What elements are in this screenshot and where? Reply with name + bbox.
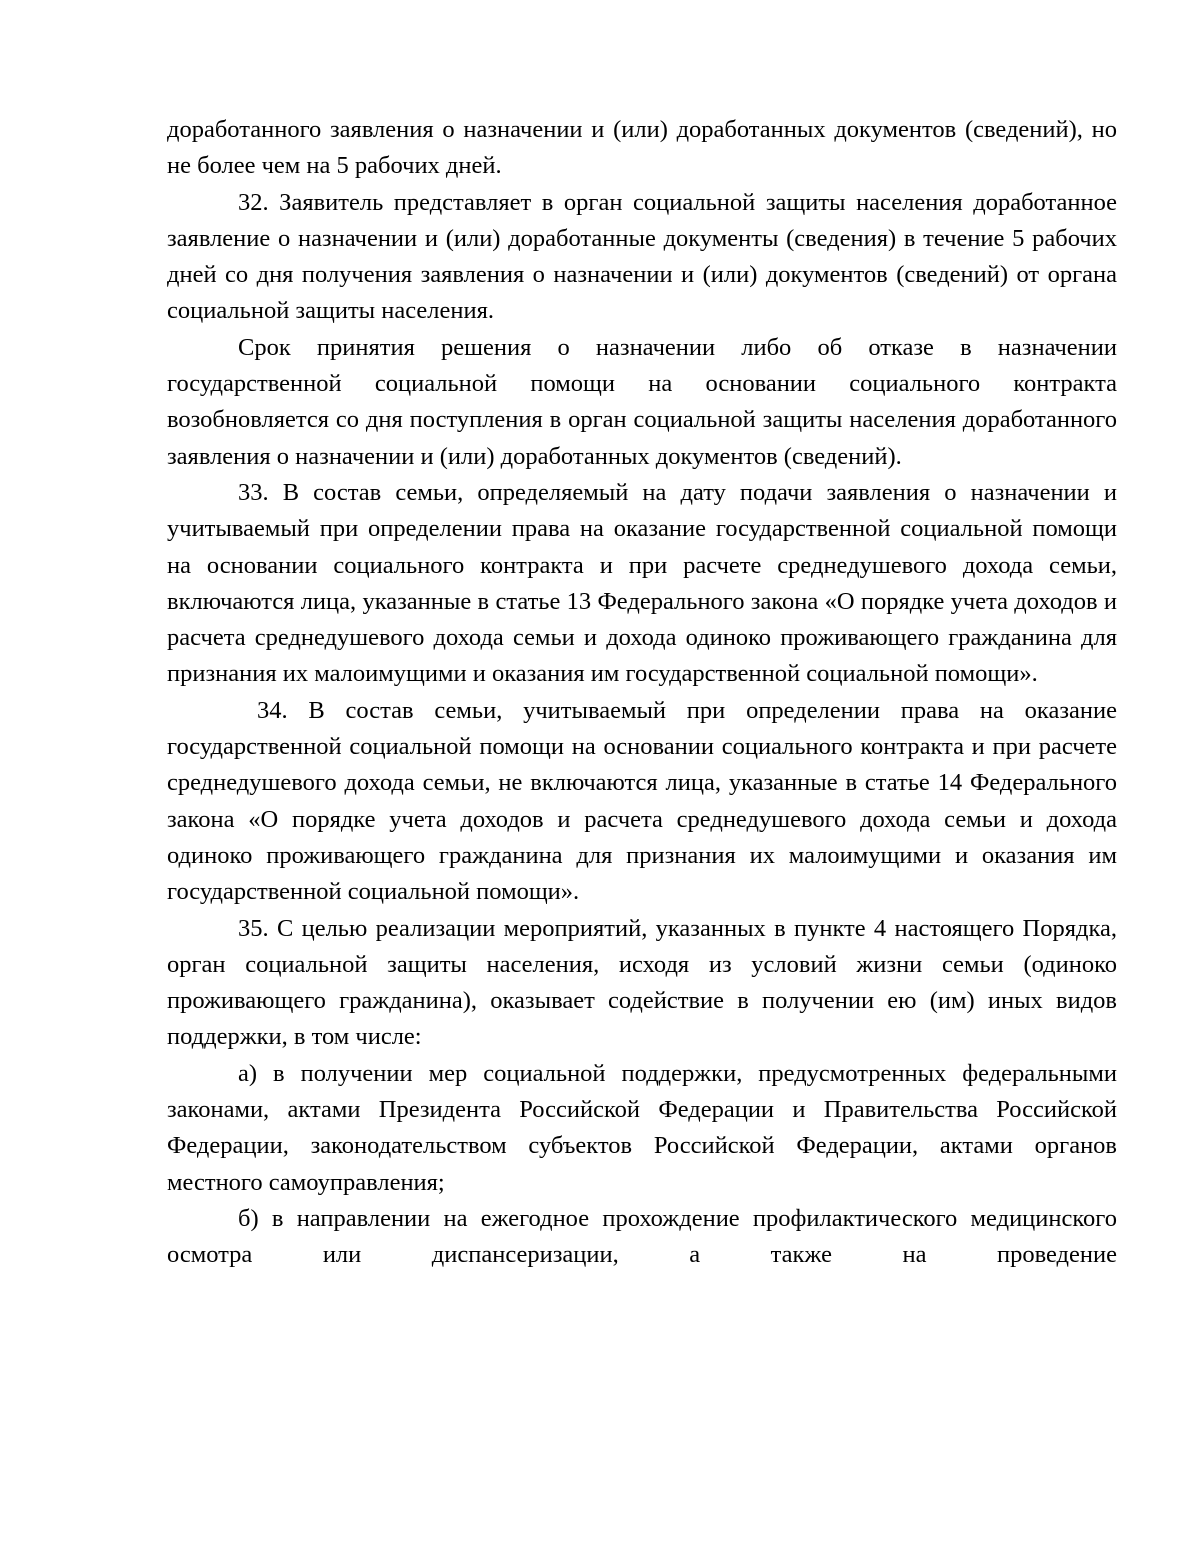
- paragraph-35-a: а) в получении мер социальной поддержки, предусмотренных федеральными законами, актами Президента Российской Федерации и Правительства Российской Федерации, законодательством субъектов Российской Федерации, актами органов местного самоуправления;: [167, 1059, 1117, 1196]
- document-page: [167, 112, 1117, 1274]
- paragraph-35-b: б) в направлении на ежегодное прохождение профилактического медицинского осмотра или диспансеризации, а также на проведение: [167, 1204, 1117, 1269]
- paragraph-34: 34. В состав семьи, учитываемый при определении права на оказание государственной социальной помощи на основании социального контракта и при расчете среднедушевого дохода семьи, не включаются лица, указанные в статье 14 Федерального закона «О порядке учета доходов и расчета среднедушевого дохода семьи и дохода одиноко проживающего гражданина для признания их малоимущими и оказания им государственной социальной помощи».: [167, 696, 1117, 906]
- paragraph-33: 33. В состав семьи, определяемый на дату подачи заявления о назначении и учитываемый при определении права на оказание государственной социальной помощи на основании социального контракта и при расчете среднедушевого дохода семьи, включаются лица, указанные в статье 13 Федерального закона «О порядке учета доходов и расчета среднедушевого дохода семьи и дохода одиноко проживающего гражданина для признания их малоимущими и оказания им государственной социальной помощи».: [167, 478, 1117, 688]
- paragraph-32: 32. Заявитель представляет в орган социальной защиты населения доработанное заявление о назначении и (или) доработанные документы (сведения) в течение 5 рабочих дней со дня получения заявления о назначении и (или) документов (сведений) от органа социальной защиты населения.: [167, 188, 1117, 325]
- paragraph-35: 35. С целью реализации мероприятий, указанных в пункте 4 настоящего Порядка, орган социальной защиты населения, исходя из условий жизни семьи (одиноко проживающего гражданина), оказывает содействие в получении ею (им) иных видов поддержки, в том числе:: [167, 914, 1117, 1051]
- paragraph-continuation: доработанного заявления о назначении и (или) доработанных документов (сведений), но не более чем на 5 рабочих дней.: [167, 116, 1117, 180]
- paragraph-32-term: Срок принятия решения о назначении либо об отказе в назначении государственной социальной помощи на основании социального контракта возобновляется со дня поступления в орган социальной защиты населения доработанного заявления о назначении и (или) доработанных документов (сведений).: [167, 333, 1117, 470]
